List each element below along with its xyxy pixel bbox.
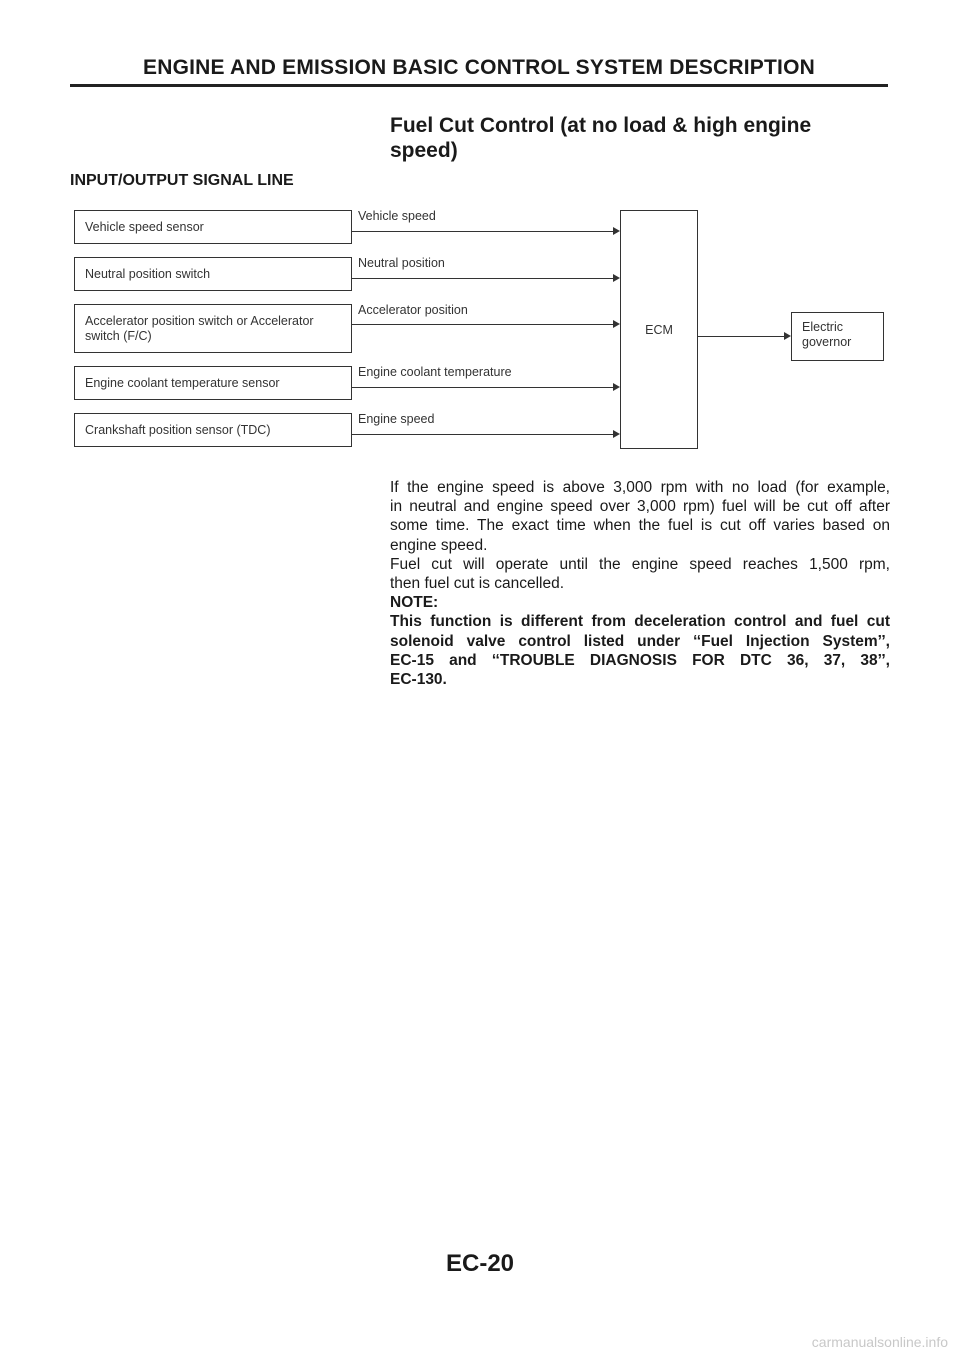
page-number: EC-20 <box>445 1250 515 1277</box>
signal-label-engine-coolant-temperature: Engine coolant temperature <box>358 365 512 379</box>
signal-label-engine-speed: Engine speed <box>358 412 435 426</box>
source-label: Neutral position switch <box>85 266 211 281</box>
section-title <box>390 113 870 163</box>
source-box-accelerator-position-switch <box>74 304 352 353</box>
arrow-right-icon <box>613 227 620 235</box>
signal-label-accelerator-position: Accelerator position <box>358 303 468 317</box>
subsection-title: INPUT/OUTPUT SIGNAL LINE <box>70 172 294 189</box>
text-line: solenoid valve control listed under ‘‘Fuel Injection System’’, <box>390 632 890 650</box>
source-box-engine-coolant-temperature-sensor <box>74 366 352 400</box>
output-signal-line <box>698 336 785 337</box>
watermark: carmanualsonline.info <box>811 1334 948 1350</box>
text-line: If the engine speed is above 3,000 rpm with no load (for example, <box>390 479 890 496</box>
note-text <box>390 612 890 689</box>
signal-label-neutral-position: Neutral position <box>358 256 445 270</box>
body-text <box>390 478 890 689</box>
arrow-right-icon <box>613 383 620 391</box>
arrow-right-icon <box>613 274 620 282</box>
section-title-line-2: speed) <box>390 139 458 162</box>
section-title-line-1: Fuel Cut Control (at no load & high engine <box>390 114 812 137</box>
signal-line <box>352 387 614 388</box>
text-line: some time. The exact time when the fuel is cut off varies based on <box>390 517 890 535</box>
source-label-line-2: switch (F/C) <box>85 328 152 343</box>
text-line: engine speed. <box>390 536 488 554</box>
paragraph-fuel-cut-condition <box>390 478 890 555</box>
page-header-title: ENGINE AND EMISSION BASIC CONTROL SYSTEM DESCRIPTION <box>143 56 815 79</box>
text-line: in neutral and engine speed over 3,000 rpm) fuel will be cut off after <box>390 498 890 516</box>
signal-line <box>352 231 614 232</box>
text-line: EC-15 and ‘‘TROUBLE DIAGNOSIS FOR DTC 36, 37, 38’’, <box>390 651 890 669</box>
paragraph-fuel-cut-cancel <box>390 555 890 593</box>
source-box-vehicle-speed-sensor <box>74 210 352 244</box>
electric-governor-box <box>791 312 884 361</box>
arrow-right-icon <box>784 332 791 340</box>
governor-label-line-1: Electric <box>802 320 843 334</box>
source-label-line-1: Accelerator position switch or Accelerator <box>85 313 314 328</box>
signal-label-vehicle-speed: Vehicle speed <box>358 209 436 223</box>
text-line: This function is different from deceleration control and fuel cut <box>390 613 890 631</box>
source-box-crankshaft-position-sensor <box>74 413 352 447</box>
header-rule <box>70 84 888 87</box>
source-box-neutral-position-switch <box>74 257 352 291</box>
source-label: Engine coolant temperature sensor <box>85 375 280 390</box>
source-label: Crankshaft position sensor (TDC) <box>85 422 271 437</box>
source-label: Vehicle speed sensor <box>85 219 204 234</box>
governor-label-line-2: governor <box>802 335 852 349</box>
signal-line <box>352 434 614 435</box>
arrow-right-icon <box>613 430 620 438</box>
signal-line <box>352 278 614 279</box>
text-line: then fuel cut is cancelled. <box>390 575 565 593</box>
ecm-label: ECM <box>645 322 673 337</box>
signal-line <box>352 324 614 325</box>
arrow-right-icon <box>613 320 620 328</box>
text-line: EC-130. <box>390 671 447 689</box>
source-label <box>85 314 314 344</box>
ecm-box <box>620 210 698 449</box>
note-label: NOTE: <box>390 594 439 612</box>
text-line: Fuel cut will operate until the engine speed reaches 1,500 rpm, <box>390 555 890 573</box>
